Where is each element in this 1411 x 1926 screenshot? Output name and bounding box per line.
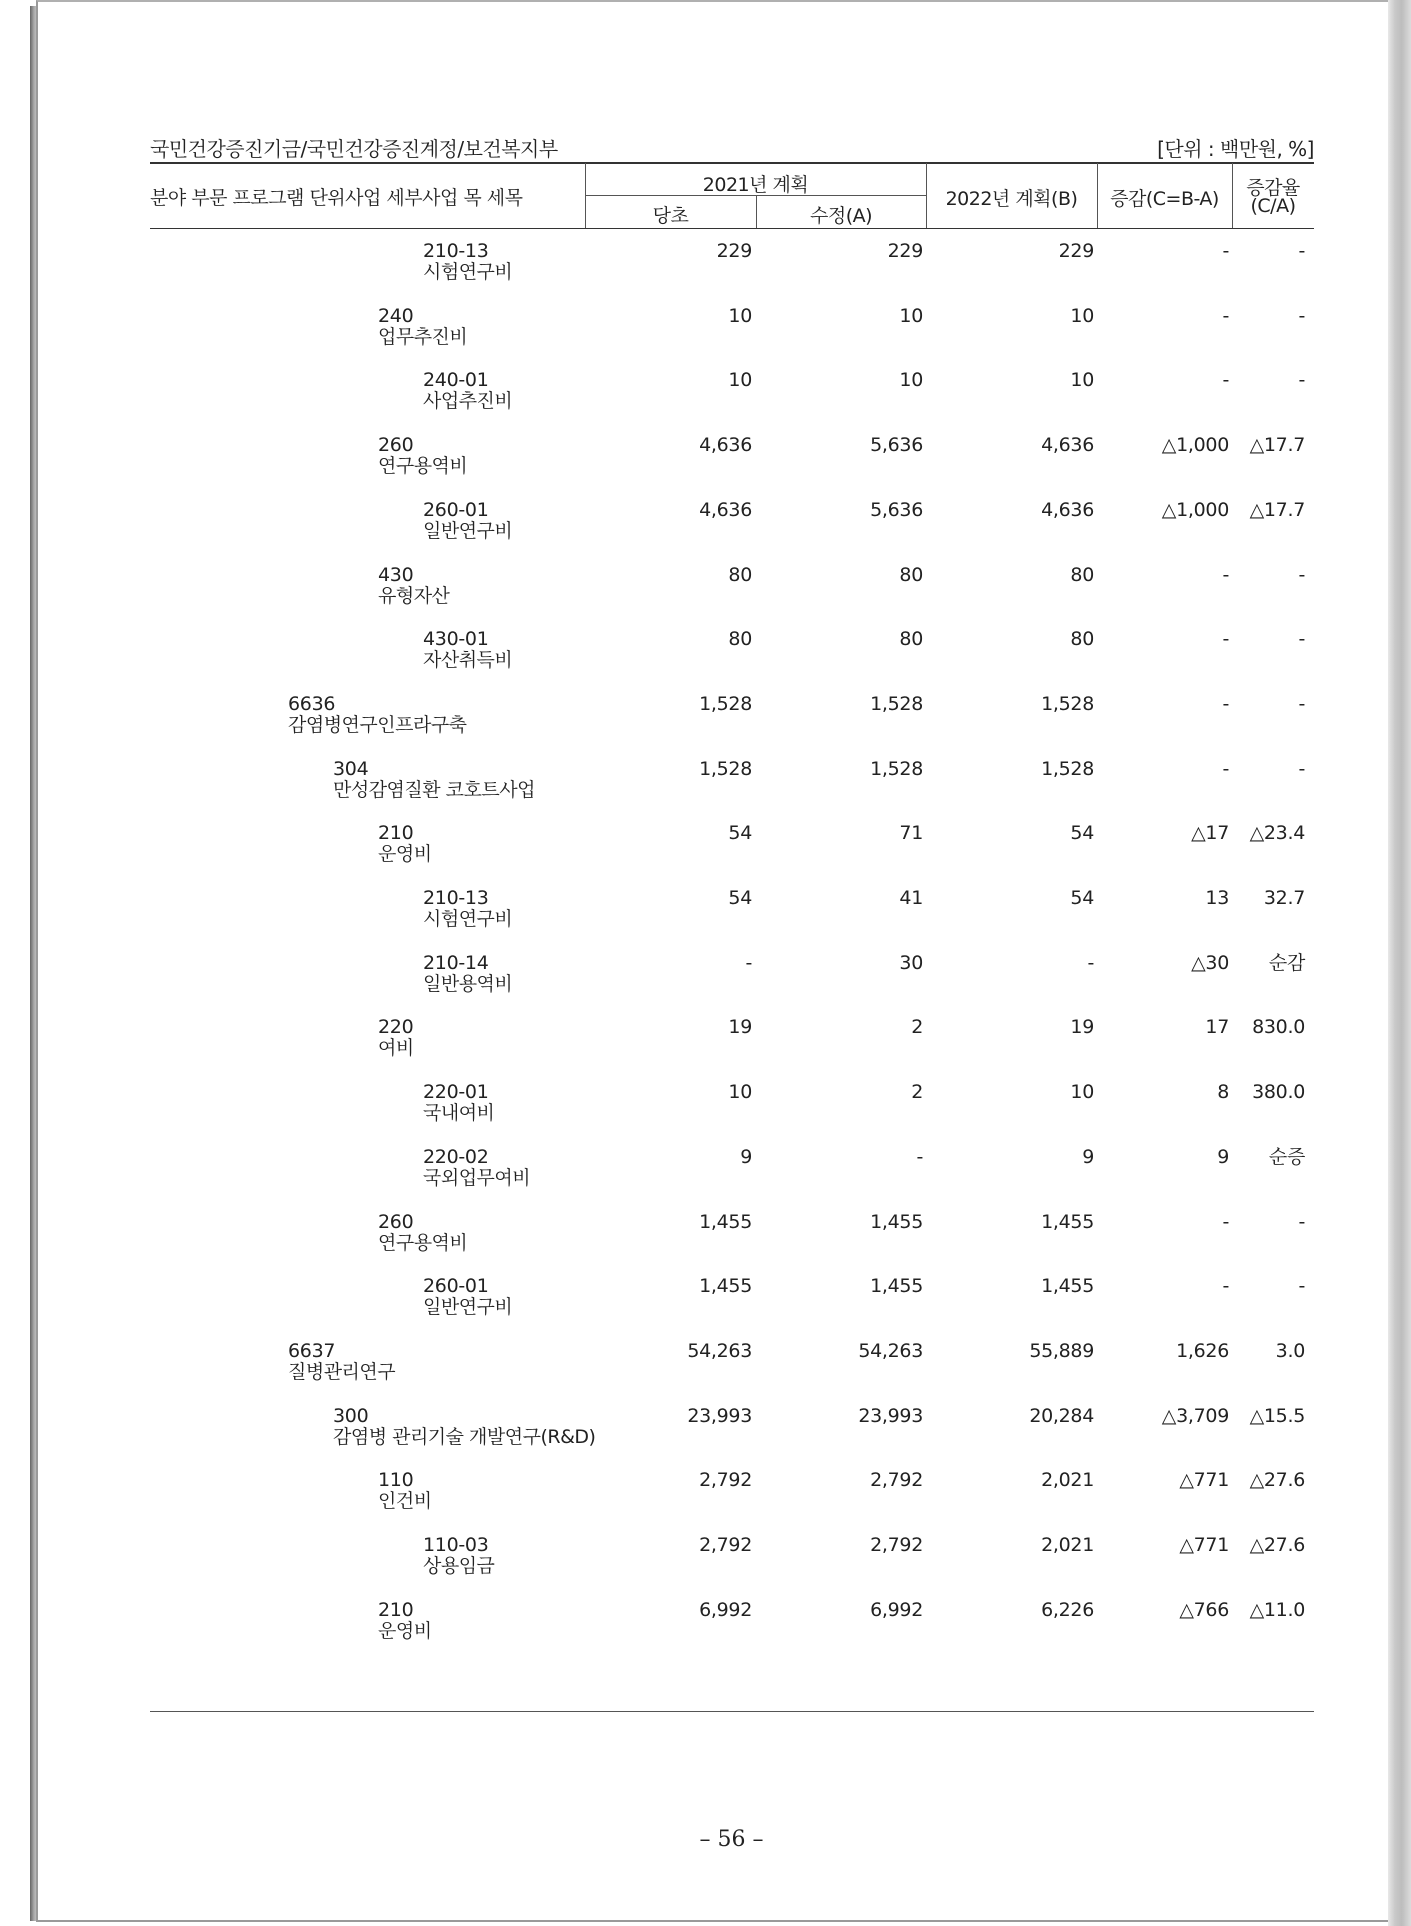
row-code: 260 bbox=[378, 434, 414, 457]
cell-change: 17 bbox=[1205, 1016, 1229, 1039]
row-code: 210 bbox=[378, 822, 414, 845]
cell-revised: 2,792 bbox=[870, 1469, 923, 1492]
row-code: 430 bbox=[378, 563, 414, 586]
row-name: 사업추진비 bbox=[423, 390, 513, 413]
row-name: 자산취득비 bbox=[423, 649, 513, 672]
col-category: 분야 부문 프로그램 단위사업 세부사업 목 세목 bbox=[150, 187, 523, 209]
col-plan2022: 2022년 계획(B) bbox=[945, 188, 1078, 210]
table-row bbox=[0, 1406, 1411, 1468]
cell-plan2022: 4,636 bbox=[1041, 498, 1094, 521]
cell-plan2022: 10 bbox=[1070, 369, 1094, 392]
row-name: 국내여비 bbox=[423, 1102, 495, 1125]
cell-change: - bbox=[1222, 304, 1229, 327]
cell-rate: - bbox=[1298, 563, 1305, 586]
row-code: 430-01 bbox=[423, 628, 489, 651]
col-original: 당초 bbox=[652, 205, 689, 227]
cell-rate: 순감 bbox=[1268, 951, 1305, 974]
cell-original: 6,992 bbox=[699, 1598, 752, 1621]
cell-rate: - bbox=[1298, 628, 1305, 651]
cell-rate: - bbox=[1298, 240, 1305, 262]
cell-plan2022: 10 bbox=[1070, 1081, 1094, 1104]
cell-rate: 830.0 bbox=[1252, 1016, 1305, 1039]
row-code: 6637 bbox=[288, 1339, 336, 1362]
row-code: 240 bbox=[378, 304, 414, 327]
row-code: 240-01 bbox=[423, 369, 489, 392]
cell-rate: - bbox=[1298, 304, 1305, 327]
row-code: 220-01 bbox=[423, 1081, 489, 1104]
cell-change: △3,709 bbox=[1161, 1404, 1229, 1427]
cell-plan2022: 10 bbox=[1070, 304, 1094, 327]
cell-original: 54 bbox=[728, 822, 752, 845]
page-number: – 56 – bbox=[699, 1827, 764, 1852]
col-plan2021: 2021년 계획 bbox=[702, 174, 809, 196]
cell-revised: 1,455 bbox=[870, 1210, 923, 1233]
row-code: 300 bbox=[333, 1404, 369, 1427]
cell-rate: 3.0 bbox=[1275, 1339, 1305, 1362]
row-name: 운영비 bbox=[378, 843, 432, 866]
cell-change: 1,626 bbox=[1176, 1339, 1229, 1362]
cell-plan2022: 1,528 bbox=[1041, 692, 1094, 715]
table-row bbox=[0, 565, 1411, 627]
row-name: 국외업무여비 bbox=[423, 1166, 531, 1189]
cell-plan2022: 20,284 bbox=[1029, 1404, 1094, 1427]
cell-plan2022: 1,455 bbox=[1041, 1275, 1094, 1298]
row-code: 110 bbox=[378, 1469, 414, 1492]
cell-rate: △27.6 bbox=[1249, 1534, 1305, 1556]
row-code: 210-14 bbox=[423, 951, 489, 974]
row-name: 연구용역비 bbox=[378, 1231, 468, 1254]
cell-original: 229 bbox=[716, 240, 752, 262]
cell-original: 80 bbox=[728, 563, 752, 586]
cell-plan2022: 54 bbox=[1070, 887, 1094, 909]
cell-original: 23,993 bbox=[687, 1404, 752, 1427]
cell-plan2022: 9 bbox=[1082, 1145, 1094, 1168]
cell-change: - bbox=[1222, 1210, 1229, 1233]
cell-change: - bbox=[1222, 757, 1229, 780]
cell-rate: △15.5 bbox=[1249, 1404, 1305, 1427]
cell-rate: △27.6 bbox=[1249, 1469, 1305, 1492]
table-row bbox=[0, 306, 1411, 368]
cell-original: 4,636 bbox=[699, 434, 752, 457]
cell-rate: - bbox=[1298, 692, 1305, 715]
cell-revised: 5,636 bbox=[870, 434, 923, 457]
row-code: 260-01 bbox=[423, 1275, 489, 1298]
cell-revised: - bbox=[916, 1145, 923, 1168]
cell-change: △771 bbox=[1179, 1534, 1229, 1556]
cell-original: 10 bbox=[728, 304, 752, 327]
cell-revised: 1,528 bbox=[870, 757, 923, 780]
row-code: 210-13 bbox=[423, 240, 489, 262]
table-row bbox=[0, 1535, 1411, 1597]
row-name: 상용임금 bbox=[423, 1555, 495, 1577]
row-code: 110-03 bbox=[423, 1534, 489, 1556]
cell-rate: △23.4 bbox=[1249, 822, 1305, 845]
table-row bbox=[0, 1212, 1411, 1274]
cell-rate: 32.7 bbox=[1263, 887, 1305, 909]
cell-revised: 6,992 bbox=[870, 1598, 923, 1621]
row-name: 연구용역비 bbox=[378, 455, 468, 478]
cell-original: 80 bbox=[728, 628, 752, 651]
row-code: 260 bbox=[378, 1210, 414, 1233]
table-row bbox=[0, 629, 1411, 691]
row-name: 유형자산 bbox=[378, 584, 450, 607]
cell-plan2022: 55,889 bbox=[1029, 1339, 1094, 1362]
cell-original: 9 bbox=[740, 1145, 752, 1168]
cell-plan2022: 2,021 bbox=[1041, 1534, 1094, 1556]
cell-change: 8 bbox=[1217, 1081, 1229, 1104]
cell-change: - bbox=[1222, 692, 1229, 715]
cell-rate: 순증 bbox=[1268, 1145, 1305, 1168]
table-row bbox=[0, 1341, 1411, 1403]
cell-rate: - bbox=[1298, 369, 1305, 392]
cell-plan2022: 54 bbox=[1070, 822, 1094, 845]
cell-original: 10 bbox=[728, 369, 752, 392]
table-row bbox=[0, 1017, 1411, 1079]
cell-change: 9 bbox=[1217, 1145, 1229, 1168]
cell-revised: 30 bbox=[899, 951, 923, 974]
row-name: 일반연구비 bbox=[423, 519, 513, 542]
cell-plan2022: 6,226 bbox=[1041, 1598, 1094, 1621]
row-name: 만성감염질환 코호트사업 bbox=[333, 778, 535, 801]
row-code: 220-02 bbox=[423, 1145, 489, 1168]
cell-plan2022: 80 bbox=[1070, 563, 1094, 586]
cell-revised: 71 bbox=[899, 822, 923, 845]
cell-revised: 10 bbox=[899, 304, 923, 327]
row-code: 210-13 bbox=[423, 887, 489, 909]
cell-rate: △17.7 bbox=[1249, 498, 1305, 521]
cell-original: 1,528 bbox=[699, 757, 752, 780]
table-row bbox=[0, 694, 1411, 756]
cell-change: △17 bbox=[1191, 822, 1229, 845]
cell-original: - bbox=[745, 951, 752, 974]
table-row bbox=[0, 1470, 1411, 1532]
cell-original: 2,792 bbox=[699, 1469, 752, 1492]
cell-original: 4,636 bbox=[699, 498, 752, 521]
cell-revised: 1,528 bbox=[870, 692, 923, 715]
table-row bbox=[0, 1082, 1411, 1144]
col-revised: 수정(A) bbox=[809, 205, 873, 227]
row-name: 업무추진비 bbox=[378, 325, 468, 348]
cell-rate: 380.0 bbox=[1252, 1081, 1305, 1104]
table-row bbox=[0, 500, 1411, 562]
cell-original: 10 bbox=[728, 1081, 752, 1104]
cell-plan2022: 1,455 bbox=[1041, 1210, 1094, 1233]
row-name: 시험연구비 bbox=[423, 908, 513, 930]
cell-change: - bbox=[1222, 628, 1229, 651]
table-row bbox=[0, 823, 1411, 885]
cell-rate: - bbox=[1298, 1275, 1305, 1298]
row-name: 운영비 bbox=[378, 1619, 432, 1642]
cell-original: 19 bbox=[728, 1016, 752, 1039]
cell-rate: △11.0 bbox=[1249, 1598, 1305, 1621]
cell-change: - bbox=[1222, 369, 1229, 392]
cell-rate: - bbox=[1298, 1210, 1305, 1233]
unit-label: [단위 : 백만원, %] bbox=[1157, 137, 1314, 161]
row-name: 여비 bbox=[378, 1037, 414, 1060]
row-code: 210 bbox=[378, 1598, 414, 1621]
row-code: 6636 bbox=[288, 692, 336, 715]
table-bottom-rule bbox=[150, 1711, 1314, 1712]
cell-plan2022: - bbox=[1087, 951, 1094, 974]
row-name: 일반연구비 bbox=[423, 1296, 513, 1319]
cell-original: 54 bbox=[728, 887, 752, 909]
cell-change: △1,000 bbox=[1161, 498, 1229, 521]
cell-original: 54,263 bbox=[687, 1339, 752, 1362]
row-name: 시험연구비 bbox=[423, 261, 513, 283]
cell-change: △766 bbox=[1179, 1598, 1229, 1621]
cell-revised: 10 bbox=[899, 369, 923, 392]
col-rate-top: 증감율 bbox=[1246, 177, 1300, 199]
cell-change: - bbox=[1222, 240, 1229, 262]
cell-original: 2,792 bbox=[699, 1534, 752, 1556]
table-row bbox=[0, 1600, 1411, 1662]
row-name: 일반용역비 bbox=[423, 972, 513, 995]
cell-plan2022: 1,528 bbox=[1041, 757, 1094, 780]
row-code: 304 bbox=[333, 757, 369, 780]
row-name: 감염병연구인프라구축 bbox=[288, 713, 467, 736]
table-row bbox=[0, 888, 1411, 950]
col-rate-bottom: (C/A) bbox=[1250, 195, 1296, 217]
cell-plan2022: 80 bbox=[1070, 628, 1094, 651]
cell-change: △30 bbox=[1191, 951, 1229, 974]
cell-change: △771 bbox=[1179, 1469, 1229, 1492]
cell-original: 1,528 bbox=[699, 692, 752, 715]
table-row bbox=[0, 370, 1411, 432]
cell-original: 1,455 bbox=[699, 1210, 752, 1233]
row-name: 감염병 관리기술 개발연구(R&D) bbox=[333, 1425, 596, 1448]
cell-revised: 80 bbox=[899, 628, 923, 651]
header-bottom-rule bbox=[150, 228, 1314, 229]
cell-revised: 80 bbox=[899, 563, 923, 586]
cell-change: - bbox=[1222, 1275, 1229, 1298]
cell-revised: 23,993 bbox=[858, 1404, 923, 1427]
cell-change: - bbox=[1222, 563, 1229, 586]
row-code: 220 bbox=[378, 1016, 414, 1039]
cell-revised: 2,792 bbox=[870, 1534, 923, 1556]
account-path: 국민건강증진기금/국민건강증진계정/보건복지부 bbox=[150, 137, 558, 161]
table-row bbox=[0, 759, 1411, 821]
table-row bbox=[0, 1276, 1411, 1338]
cell-revised: 1,455 bbox=[870, 1275, 923, 1298]
col-change: 증감(C=B-A) bbox=[1110, 188, 1219, 210]
table-row bbox=[0, 435, 1411, 497]
row-code: 260-01 bbox=[423, 498, 489, 521]
table-row bbox=[0, 953, 1411, 1015]
cell-revised: 5,636 bbox=[870, 498, 923, 521]
cell-change: 13 bbox=[1205, 887, 1229, 909]
cell-change: △1,000 bbox=[1161, 434, 1229, 457]
row-name: 인건비 bbox=[378, 1490, 432, 1513]
cell-original: 1,455 bbox=[699, 1275, 752, 1298]
cell-rate: - bbox=[1298, 757, 1305, 780]
cell-revised: 54,263 bbox=[858, 1339, 923, 1362]
cell-revised: 2 bbox=[911, 1081, 923, 1104]
cell-revised: 41 bbox=[899, 887, 923, 909]
table-top-rule bbox=[150, 162, 1314, 164]
cell-plan2022: 19 bbox=[1070, 1016, 1094, 1039]
table-row bbox=[0, 1147, 1411, 1209]
cell-rate: △17.7 bbox=[1249, 434, 1305, 457]
row-name: 질병관리연구 bbox=[288, 1360, 396, 1383]
cell-plan2022: 2,021 bbox=[1041, 1469, 1094, 1492]
table-row bbox=[0, 241, 1411, 303]
cell-plan2022: 229 bbox=[1058, 240, 1094, 262]
cell-revised: 229 bbox=[887, 240, 923, 262]
cell-revised: 2 bbox=[911, 1016, 923, 1039]
cell-plan2022: 4,636 bbox=[1041, 434, 1094, 457]
